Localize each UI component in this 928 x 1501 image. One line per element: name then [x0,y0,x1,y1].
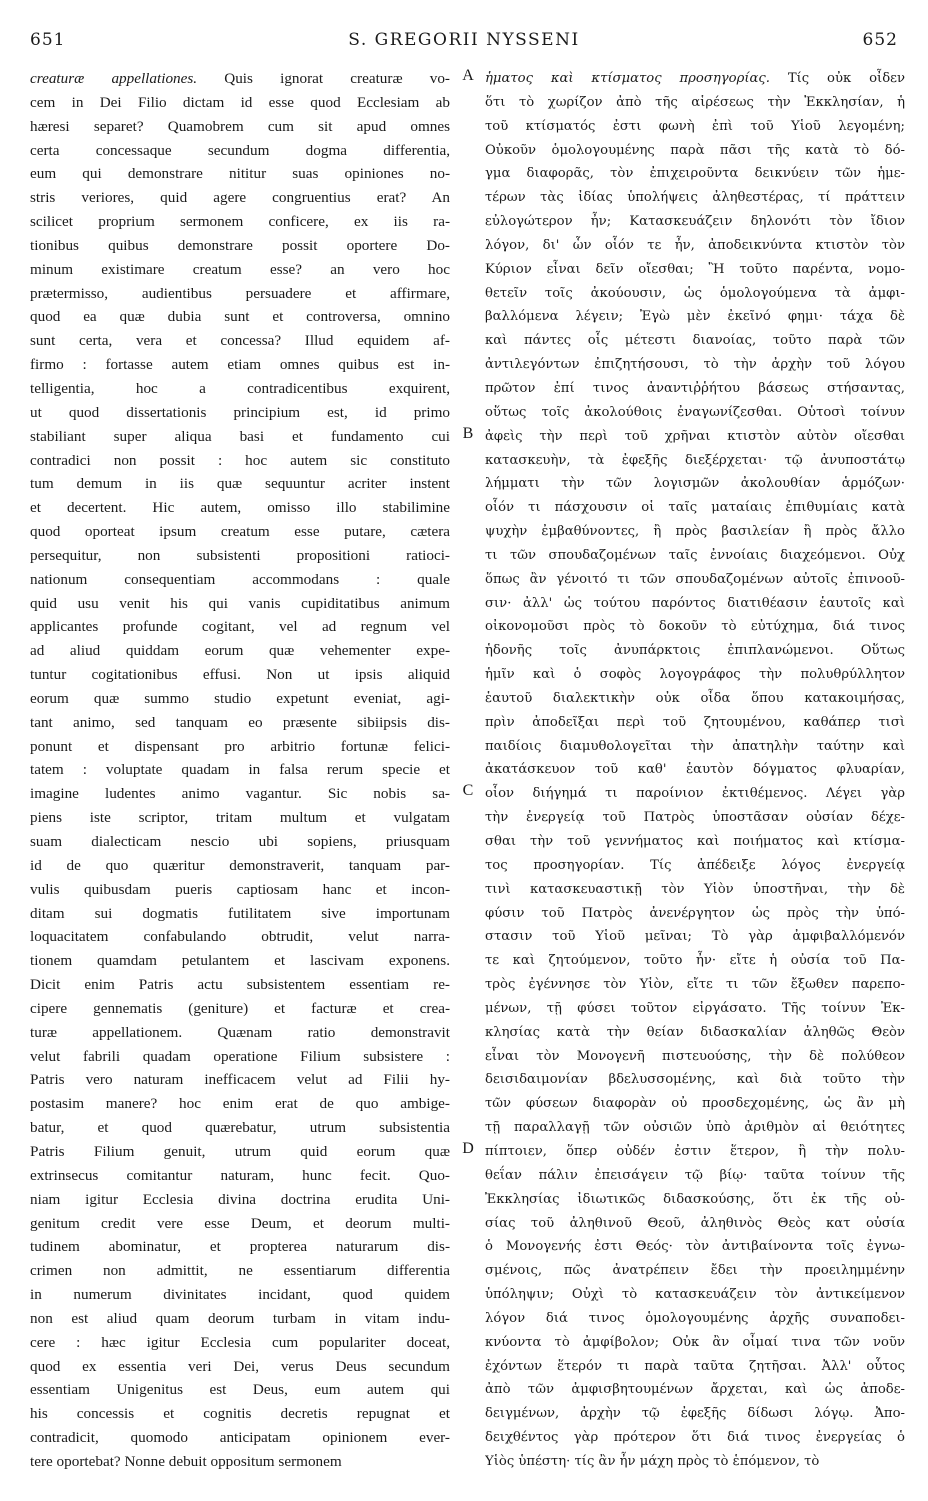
text-line: δεισιδαιμονίαν βδελυσσομένης, καὶ διὰ τοῦτο τὴν [485,1072,905,1088]
text-line: μένων, τῇ φύσει τοῦτον εἰργάσατο. Τῆς τοίνυν Ἐκ- [485,1000,905,1016]
text-line: βαλλόμενα λέγειν; Ἐγὼ μὲν ἐκεῖνό φημι· τάχα δὲ [485,309,905,325]
text-line: piens iste scriptor, tritam multum et vulgatam [30,809,450,827]
text-line: ἀπὸ τῶν ἀμφισβητουμένων ἄρχεται, καὶ ὡς ἀποδε- [485,1382,905,1398]
text-line: id de quo quæritur demonstraverit, tanquam par- [30,856,450,874]
text-line: ut quod dissertationis principium est, id primo [30,403,450,421]
latin-column [30,67,450,1474]
text-line: contradici non possit : hoc autem sic constituto [30,451,450,469]
text-line: et decertent. Hic autem, omisso illo stabilimine [30,499,450,517]
text-line: γμα διαφορᾶς, τὸν ἐπιχειροῦντα δεικνύειν τῶν ἡμε- [485,166,905,182]
text-line: σίας τοῦ ἀληθινοῦ Θεοῦ, ἀληθινὸς Θεὸς κατ οὐσία [485,1215,905,1231]
text-line: hæresi separet? Quamobrem cum sit apud omnes [30,117,450,135]
text-line: Κύριον εἶναι δεῖν οἴεσθαι; Ἢ τοῦτο παρέντα, νομο- [485,261,905,277]
text-line: applicantes profunde cogitant, vel ad regnum vel [30,618,450,636]
text-line: σιν· ἀλλ' ὡς τούτου παρόντος διατιθέασιν ἑαυτοῖς καὶ [485,595,905,611]
text-line: eorum quæ summo studio expetunt eveniat, agi- [30,689,450,707]
page-number-right: 652 [862,30,898,50]
margin-marker-d: D [462,1140,474,1157]
text-line: τινὶ κατασκευαστικῇ τὸν Υἱὸν ὑποστῆναι, τὴν δὲ [485,881,905,897]
text-line: tatem : voluptate quadam in falsa rerum specie et [30,761,450,779]
text-line: Οὐκοῦν ὁμολογουμένης παρὰ πᾶσι τῆς κατὰ τὸ δό- [485,142,905,158]
text-line: οἷόν τι πάσχουσιν οἱ ταῖς ματαίαις ἐπιθυμίαις κατὰ [485,500,905,516]
text-line: ἡματος καὶ κτίσματος προσηγορίας. Τίς οὐκ οἶδεν [485,71,905,86]
text-line: stris veriores, quid agere congruentius erat? An [30,189,450,207]
text-line: postasim manere? hoc enim erat de quo ambige- [30,1095,450,1113]
text-line: certa concessaque secundum dogma differentia, [30,141,450,159]
text-line: λόγον διά τινος ὁμολογουμένης ἀρχῆς συναποδει- [485,1310,905,1326]
text-line: λήμματι τὴν τῶν λογισμῶν ἀκολουθίαν ἁρμόζων· [485,476,905,492]
text-line: τῇ παραλλαγῇ τῶν οὐσιῶν ὑπὸ ἀριθμὸν αἱ θειότητες [485,1120,905,1136]
text-line: tionem quamdam petulantem et lascivam exponens. [30,952,450,970]
text-line: minum existimare creatum esse? an vero hoc [30,260,450,278]
text-line: non est aliud quam deorum turbam in vitam indu- [30,1309,450,1327]
text-line: eum qui demonstrare nititur suas opiniones no- [30,165,450,183]
text-line: telligentia, hoc a contradicentibus exquirent, [30,379,450,397]
text-line: tudinem abominatur, et propterea naturarum dis- [30,1238,450,1256]
text-line: πίπτοιεν, ὅπερ οὐδέν ἐστιν ἕτερον, ἢ τὴν πολυ- [485,1143,905,1159]
text-line: Υἱὸς ὑπέστη· τίς ἂν ἦν μάχη πρὸς τὸ ἑπόμενον, τὸ [485,1453,820,1469]
text-line: ἑαυτοῦ διαλεκτικὴν οὐκ οἶδα ὅπου κατακοιμήσας, [485,690,905,706]
text-line: τι τῶν σπουδαζομένων ταῖς ἐννοίαις διαχεόμενοι. Οὐχ [485,547,905,563]
text-line: δειγμένων, ἀρχὴν τῷ ἐφεξῆς δίδωσι λόγῳ. Ἀπο- [485,1406,905,1422]
text-line: tionibus quibus demonstrare possit oportere Do- [30,236,450,254]
text-line: σθαι τὴν τοῦ γεννήματος καὶ ποιήματος καὶ κτίσμα- [485,834,905,849]
text-line: οἰκονομοῦσι πρὸς τὸ δοκοῦν τὸ εὐτύχημα, διά τινος [485,619,905,635]
greek-column [485,67,905,1474]
text-line: crimen non admittit, ne essentiarum differentia [30,1262,450,1280]
text-line: τος προσηγορίαν. Τίς ἀπέδειξε λόγος ἐνεργείᾳ [485,857,905,873]
text-line: nationum consequentiam accommodans : quale [30,570,450,588]
text-line: cem in Dei Filio dictam id esse quod Ecclesiam ab [30,93,450,111]
text-line: batur, et quod quærebatur, utrum subsistentia [30,1119,450,1137]
text-line: δειχθέντος γὰρ πρότερον ὅτι διά τινος ἐνεργείας ὁ [485,1430,905,1446]
text-line: velut fabrili quadam operatione Filium subsistere : [30,1047,450,1065]
text-line: cipere gennematis (geniture) et facturæ et crea- [30,999,450,1017]
text-line: τῶν φύσεων διαφορὰν οὐ προσδεχομένης, ὡς ἂν μὴ [485,1096,905,1112]
text-line: Ἐκκλησίας ἰδιωτικῶς διδασκούσης, ὅτι ἐκ τῆς οὐ- [485,1191,905,1207]
text-line: ὑπόληψιν; Οὐχὶ τὸ κατασκευάζειν τὸν ἀντικείμενον [485,1287,905,1303]
text-line: ἡδονῆς τοῖς ἀνυπάρκτοις ἐπιπλανώμενοι. Οὕτως [485,643,905,659]
text-line: persequitur, non subsistenti propositioni ratioci- [30,546,450,564]
text-line: ὁ Μονογενής ἐστι Θεός· τὸν ἀντιβαίνοντα τοῖς ἐγνω- [485,1239,905,1255]
text-line: firmo : fortasse autem etiam omnes quibus est in- [30,356,450,374]
text-line: ponunt et dispensant pro arbitrio fortunæ felici- [30,737,450,755]
running-title: S. GREGORII NYSSENI [348,30,580,50]
text-line: φύσιν τοῦ Πατρὸς ἀνενέργητον ὡς πρὸς τὴν ὑπό- [485,905,905,921]
text-line: τέρων τὰς ἰδίας ὑπολήψεις ἀληθεστέρας, τί πράττειν [485,190,905,206]
text-line: creaturæ appellationes. Quis ignorat creaturæ vo- [30,70,450,87]
text-line: κλησίας κατὰ τὴν θείαν διδασκαλίαν ἀληθῶς Θεὸν [485,1024,905,1040]
text-line: his concessis et cognitis decretis repugnat et [30,1405,450,1423]
text-line: στασιν τοῦ Υἱοῦ μεῖναι; Τὸ γὰρ ἀμφιβαλλόμενόν [485,929,905,945]
text-line: τε καὶ ζητούμενον, τοῦτο ἦν· εἴτε ἡ οὐσία τοῦ Πα- [485,953,905,969]
text-line: contradicit, quomodo anticipatam opinionem ever- [30,1429,450,1447]
text-line: ἀκατάσκευον τοῦ καθ' ἑαυτὸν δόγματος φλυαρίαν, [485,762,905,778]
margin-marker-c: C [462,782,474,799]
text-line: ὅτι τὸ χωρίζον ἀπὸ τῆς αἱρέσεως τὴν Ἐκκλησίαν, ἡ [485,94,905,110]
text-line: vulis quibusdam pueris captiosam hanc et incon- [30,880,450,898]
text-line: in numerum divinitates incidant, quod quidem [30,1286,450,1304]
text-line: quod ea quæ dubia sunt et controversa, omnino [30,308,450,326]
text-line: loquacitatem confabulando obtrudit, velut narra- [30,928,450,946]
page-header [0,0,928,52]
text-line: ἡμῖν καὶ ὁ σοφὸς λογογράφος τὴν πολυθρύλλητον [485,667,905,683]
text-line: turæ appellationem. Quænam ratio demonstravit [30,1023,450,1041]
text-line: sunt certa, vera et concessa? Illud equidem af- [30,332,450,350]
text-line: tum demum in iis quæ sequuntur acriter instent [30,475,450,493]
text-line: Patris Filium genuit, utrum quid eorum quæ [30,1142,450,1160]
text-line: tuntur cogitationibus effusi. Non ut ipsis aliquid [30,666,450,684]
text-line: scilicet proprium sermonem conficere, ex iis ra- [30,213,450,231]
text-line: πρὶν ἀποδεῖξαι περὶ τοῦ ζητουμένου, καθάπερ τισὶ [485,714,905,730]
text-line: Dicit enim Patris actu subsistentem essentiam re- [30,976,450,994]
text-line: κατασκευὴν, τὰ ἐφεξῆς διεξέρχεται· τῷ ἀνυποστάτῳ [485,452,905,468]
page-number-left: 651 [30,30,66,50]
text-line: suam dialecticam nescio ubi sopiens, priusquam [30,833,450,850]
text-line: imagine ludentes animo vagantur. Sic nobis sa- [30,785,450,803]
margin-marker-b: B [462,425,474,442]
text-line: tere oportebat? Nonne debuit oppositum sermonem [30,1452,342,1470]
text-line: τοῦ κτίσματός ἐστι φωνὴ ἐπὶ τοῦ Υἱοῦ λεγομένη; [485,118,905,134]
text-line: κνύοντα τὸ ἀμφίβολον; Οὐκ ἂν οἶμαί τινα τῶν νοῦν [485,1334,905,1350]
text-line: ὅπως ἂν γένοιτό τι τῶν σπουδαζομένων αὐτοῖς ἐπινοοῦ- [485,571,905,587]
text-line: θεΐαν πάλιν ἐπεισάγειν τῷ βίῳ· ταῦτα τοίνυν τῆς [485,1167,905,1183]
text-line: θετεῖν τοῖς ἀκούουσιν, ὡς ὁμολογούμενα τὰ ἀμφι- [485,285,905,301]
text-line: σμένοις, πῶς ἀνατρέπειν ἔδει τὴν προειλημμένην [485,1263,905,1279]
text-line: οὕτως τοῖς ἀκολούθοις ἐναγωνίζεσθαι. Οὑτοσὶ τοίνυν [485,404,905,420]
margin-marker-a: A [462,67,474,84]
text-line: essentiam Unigenitus est Deus, eum autem qui [30,1381,450,1399]
text-line: quod ex essentia veri Dei, verus Deus secundum [30,1357,450,1375]
text-line: stabiliant super aliqua basi et fundamento cui [30,427,450,445]
text-line: quod oporteat ipsum creatum esse putare, cætera [30,523,450,541]
text-line: Patris vero naturam inefficacem velut ad Filii hy- [30,1071,450,1089]
text-line: ψυχὴν ἐμβαθύνοντες, ἢ πρὸς βασιλείαν ἢ πρὸς ἄλλο [485,524,905,540]
text-line: ad aliud quiddam eorum quæ vehementer expe- [30,642,450,660]
text-line: extrinsecus comitantur naturam, hunc fecit. Quo- [30,1166,450,1184]
text-line: cere : hæc igitur Ecclesia cum populariter doceat, [30,1333,450,1351]
text-line: quid usu venit his qui vanis cupiditatibus animum [30,594,450,612]
text-line: niam igitur Ecclesia divina doctrina erudita Uni- [30,1190,450,1208]
text-line: εἶναι τὸν Μονογενῆ πιστευούσης, τὴν δὲ πολύθεον [485,1048,905,1064]
text-line: οἷον διήγημά τι παροίνιον ἐκτιθέμενος. Λέγει γὰρ [485,786,905,802]
text-line: τρὸς ἐγέννησε τὸν Υἱὸν, εἴτε τι τῶν ἔξωθεν παρεπο- [485,977,905,993]
text-line: tant animo, sed tanquam eo præsente sibiipsis dis- [30,713,450,731]
text-line: ἀντιλεγόντων ἐπιζητήσουσι, τὸ τὴν ἀρχὴν τοῦ λόγου [485,357,905,373]
text-line: καὶ πάντες οἷς μέτεστι διανοίας, τοῦτο παρὰ τῶν [485,333,905,349]
text-line: ditam sui dogmatis futilitatem sive importunam [30,904,450,922]
text-line: ἐχόντων ἕτερόν τι παρὰ ταῦτα ζητῆσαι. Ἀλλ' οὗτος [485,1358,905,1374]
text-line: εὐλογώτερον ἦν; Κατασκευάζειν δηλονότι τὸν ἴδιον [485,214,905,230]
text-line: τὴν ἐνεργείᾳ τοῦ Πατρὸς ὑποστᾶσαν οὐσίαν δέχε- [485,810,905,826]
text-line: prætermisso, audientibus persuadere et affirmare, [30,284,450,302]
text-line: ἀφεὶς τὴν περὶ τοῦ χρῆναι κτιστὸν αὐτὸν οἴεσθαι [485,428,905,444]
text-line: genitum credit vere esse Deum, et deorum multi- [30,1214,450,1232]
text-line: παιδίοις διαμυθολογεῖται τὴν ἀπατηλὴν ταύτην καὶ [485,738,905,754]
text-line: πρῶτον ἐπί τινος ἀναντιῤῥήτου βάσεως στήσαντας, [485,380,905,396]
text-line: λόγον, δι' ὧν οἷόν τε ἦν, ἀποδεικνύντα κτιστὸν τὸν [485,237,905,253]
